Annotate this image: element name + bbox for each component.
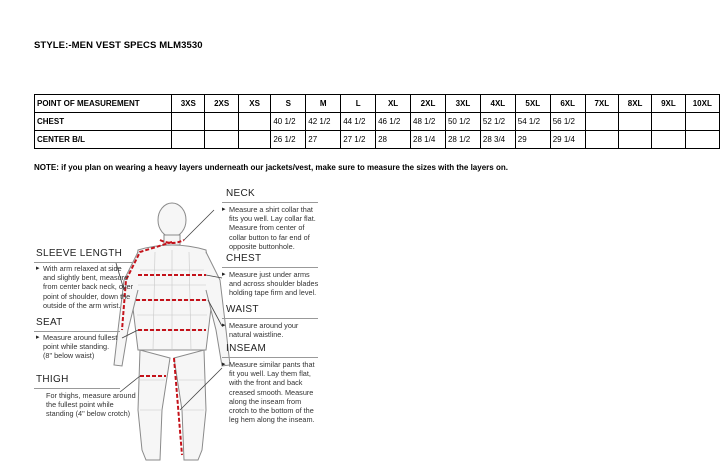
- inseam-description: Measure similar pants that fit you well. Lay them flat, with the front and back creased smooth. Measure along the inseam from crotch to the bottom of the leg hem along the inseam.: [229, 360, 315, 425]
- header-point-of-measurement: POINT OF MEASUREMENT: [35, 95, 172, 113]
- table-cell: 29: [515, 131, 550, 149]
- seat-bullet-icon: ▸: [36, 334, 40, 341]
- thigh-label: THIGH: [36, 374, 69, 385]
- neck-rule: [222, 202, 318, 203]
- table-cell: 27 1/2: [341, 131, 376, 149]
- header-size-8xl: 8XL: [618, 95, 651, 113]
- table-cell: 26 1/2: [271, 131, 306, 149]
- table-cell: 46 1/2: [376, 113, 411, 131]
- thigh-description: For thighs, measure around the fullest point while standing (4" below crotch): [46, 391, 136, 419]
- table-cell: 48 1/2: [411, 113, 446, 131]
- measurement-figure: [0, 180, 720, 471]
- table-cell: [685, 113, 719, 131]
- header-size-s: S: [271, 95, 306, 113]
- sleeve-length-label: SLEEVE LENGTH: [36, 248, 123, 259]
- table-cell: 28 1/4: [411, 131, 446, 149]
- table-cell: 50 1/2: [445, 113, 480, 131]
- header-size-10xl: 10XL: [685, 95, 719, 113]
- table-cell: 40 1/2: [271, 113, 306, 131]
- inseam-bullet-icon: ▸: [222, 361, 226, 368]
- thigh-rule: [34, 388, 120, 389]
- waist-bullet-icon: ▸: [222, 322, 226, 329]
- inseam-label: INSEAM: [226, 343, 267, 354]
- table-cell: 44 1/2: [341, 113, 376, 131]
- table-cell: 27: [306, 131, 341, 149]
- row-label: CHEST: [35, 113, 172, 131]
- table-cell: [205, 113, 238, 131]
- header-size-l: L: [341, 95, 376, 113]
- header-size-2xs: 2XS: [205, 95, 238, 113]
- header-size-m: M: [306, 95, 341, 113]
- table-header-row: [35, 95, 720, 113]
- table-cell: 28 3/4: [480, 131, 515, 149]
- table-cell: [685, 131, 719, 149]
- layering-note: NOTE: if you plan on wearing a heavy layers underneath our jackets/vest, make sure to measure the sizes with the layers on.: [34, 163, 508, 172]
- header-size-xs: XS: [238, 95, 270, 113]
- table-cell: [618, 131, 651, 149]
- seat-rule: [34, 331, 120, 332]
- table-cell: 29 1/4: [550, 131, 585, 149]
- table-cell: [205, 131, 238, 149]
- table-row: [35, 131, 720, 149]
- table-cell: 28 1/2: [445, 131, 480, 149]
- header-size-9xl: 9XL: [652, 95, 685, 113]
- chest-rule: [222, 267, 318, 268]
- style-title: STYLE:-MEN VEST SPECS MLM3530: [34, 40, 203, 51]
- neck-description: Measure a shirt collar that fits you well. Lay collar flat. Measure from center of collar button to far end of opposite buttonhole.: [229, 205, 316, 251]
- table-row: [35, 113, 720, 131]
- chest-label: CHEST: [226, 253, 262, 264]
- header-size-5xl: 5XL: [515, 95, 550, 113]
- table-cell: [585, 113, 618, 131]
- table-cell: [585, 131, 618, 149]
- row-label: CENTER B/L: [35, 131, 172, 149]
- header-size-3xs: 3XS: [172, 95, 205, 113]
- table-cell: [652, 131, 685, 149]
- size-spec-table: [34, 94, 720, 149]
- sleeve-description: With arm relaxed at side and slightly bent, measure from center back neck, over point of shoulder, down the outside of the arm wrist.: [43, 264, 134, 310]
- header-size-6xl: 6XL: [550, 95, 585, 113]
- sleeve-bullet-icon: ▸: [36, 265, 40, 272]
- waist-rule: [222, 318, 318, 319]
- inseam-rule: [222, 357, 318, 358]
- neck-bullet-icon: ▸: [222, 206, 226, 213]
- table-cell: [652, 113, 685, 131]
- seat-label: SEAT: [36, 317, 63, 328]
- table-cell: [238, 113, 270, 131]
- header-size-xl: XL: [376, 95, 411, 113]
- sleeve-rule: [34, 262, 132, 263]
- table-cell: [172, 131, 205, 149]
- table-cell: 52 1/2: [480, 113, 515, 131]
- table-cell: 28: [376, 131, 411, 149]
- chest-description: Measure just under arms and across shoulder blades holding tape firm and level.: [229, 270, 319, 298]
- header-size-7xl: 7XL: [585, 95, 618, 113]
- table-cell: 56 1/2: [550, 113, 585, 131]
- header-size-2xl: 2XL: [411, 95, 446, 113]
- seat-description: Measure around fullest point while standing. (8" below waist): [43, 333, 118, 361]
- table-cell: [172, 113, 205, 131]
- header-size-3xl: 3XL: [445, 95, 480, 113]
- table-cell: 54 1/2: [515, 113, 550, 131]
- table-cell: [618, 113, 651, 131]
- chest-bullet-icon: ▸: [222, 271, 226, 278]
- table-cell: 42 1/2: [306, 113, 341, 131]
- table-cell: [238, 131, 270, 149]
- waist-description: Measure around your natural waistline.: [229, 321, 299, 340]
- header-size-4xl: 4XL: [480, 95, 515, 113]
- waist-label: WAIST: [226, 304, 259, 315]
- neck-label: NECK: [226, 188, 255, 199]
